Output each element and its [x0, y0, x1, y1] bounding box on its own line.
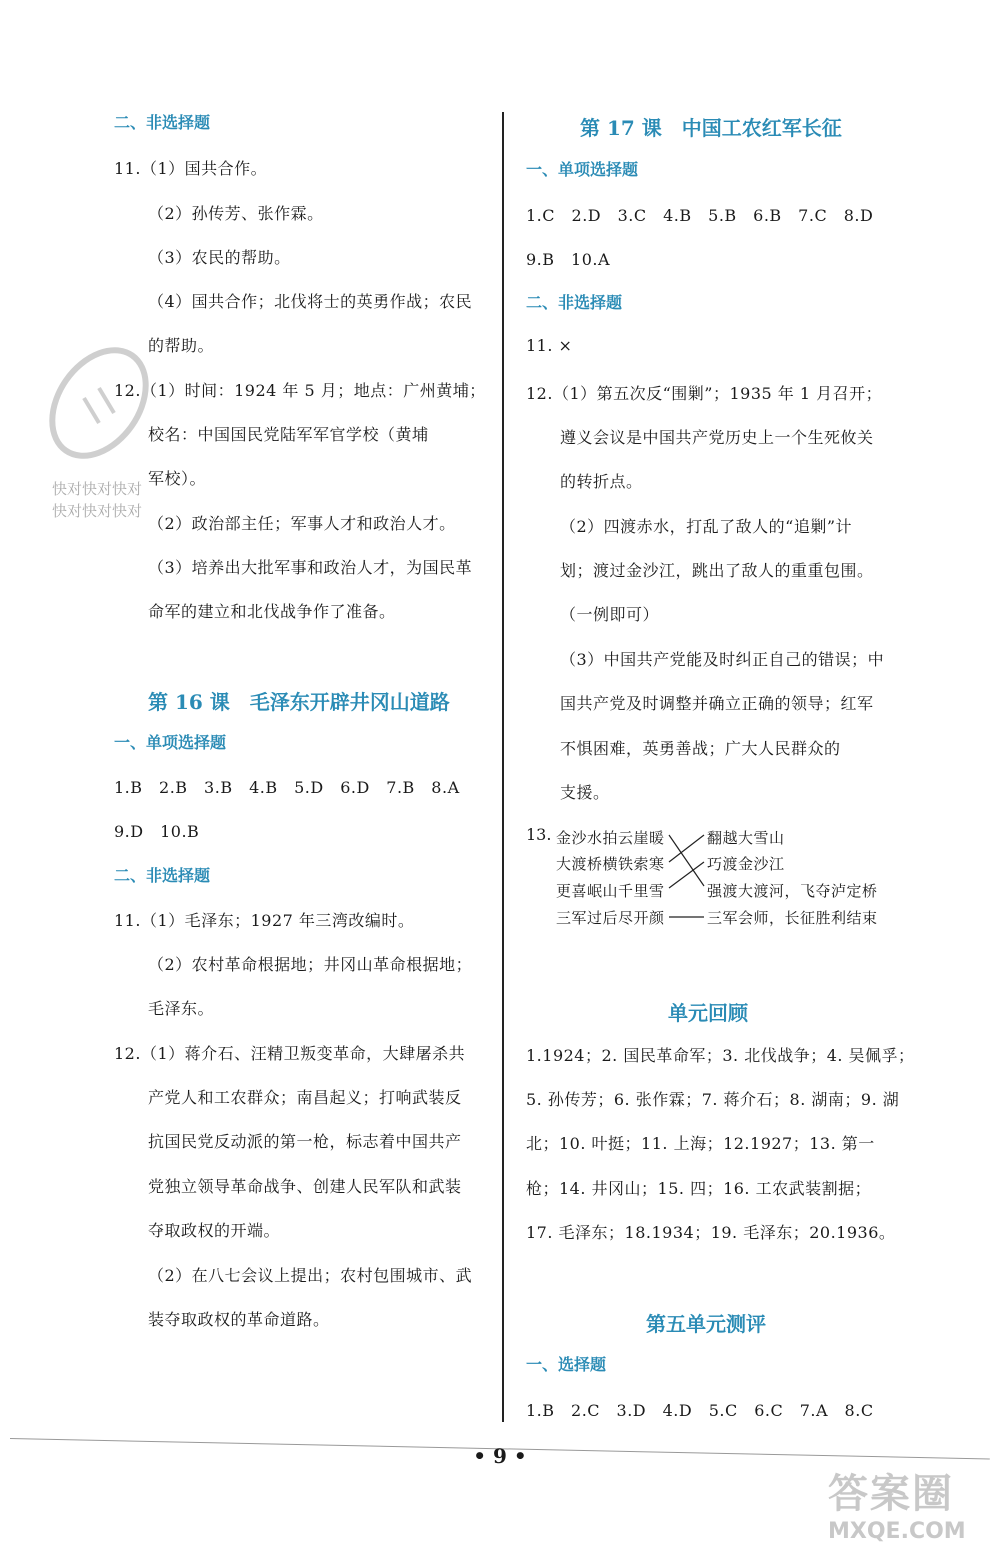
column-divider — [502, 112, 504, 1422]
section-heading: 二、非选择题 — [114, 866, 211, 885]
answer-line: 枪；14. 井冈山；15. 四；16. 工农武装割据； — [526, 1179, 872, 1198]
answer-line: （2）政治部主任；军事人才和政治人才。 — [148, 514, 456, 533]
answer-line: 装夺取政权的革命道路。 — [148, 1310, 330, 1329]
answer-line: （2）四渡赤水，打乱了敌人的“追剿”计 — [560, 517, 853, 536]
question-number: 13. — [526, 825, 552, 844]
answer-line: 夺取政权的开端。 — [148, 1221, 281, 1240]
answer-line: 5. 孙传芳；6. 张作霖；7. 蒋介石；8. 湖南；9. 湖 — [526, 1090, 900, 1109]
page-number: • 9 • — [473, 1444, 527, 1468]
answer-line: 1.C 2.D 3.C 4.B 5.B 6.B 7.C 8.D — [526, 206, 874, 225]
section-heading: 二、非选择题 — [114, 113, 211, 132]
answer-line: 12.（1）第五次反“围剿”；1935 年 1 月召开； — [526, 384, 883, 403]
answer-line: 支援。 — [560, 783, 610, 802]
poem-line: 大渡桥横铁索寒 — [556, 855, 665, 873]
event-line: 翻越大雪山 — [707, 829, 785, 847]
event-line: 三军会师，长征胜利结束 — [707, 909, 878, 927]
answer-line: （3）农民的帮助。 — [148, 248, 291, 267]
lesson-title: 第 16 课 毛泽东开辟井冈山道路 — [148, 690, 450, 714]
answer-line: 毛泽东。 — [148, 999, 215, 1018]
section-title: 单元回顾 — [668, 1001, 748, 1025]
watermark-text: 快对快对快对 — [52, 480, 143, 498]
answer-line: 划；渡过金沙江，跳出了敌人的重重包围。 — [560, 561, 874, 580]
section-heading: 二、非选择题 — [526, 293, 623, 312]
answer-line: 抗国民党反动派的第一枪，标志着中国共产 — [148, 1132, 462, 1151]
watermark-url: MXQE.COM — [828, 1519, 966, 1544]
answer-line: 12.（1）蒋介石、汪精卫叛变革命，大肆屠杀共 — [114, 1044, 466, 1063]
event-line: 强渡大渡河，飞夺泸定桥 — [707, 882, 878, 900]
answer-line: 的转折点。 — [560, 472, 643, 491]
answer-line: 北；10. 叶挺；11. 上海；12.1927；13. 第一 — [526, 1134, 875, 1153]
watermark-brand: 答案圈 — [828, 1471, 954, 1517]
answer-line: 国共产党及时调整并确立正确的领导；红军 — [560, 694, 874, 713]
answer-line: 的帮助。 — [148, 336, 215, 355]
answer-line: 党独立领导革命战争、创建人民军队和武装 — [148, 1177, 462, 1196]
watermark-logo — [44, 328, 154, 468]
watermark-text: 快对快对快对 — [52, 502, 143, 520]
event-line: 巧渡金沙江 — [707, 855, 785, 873]
answer-line: （2）孙传芳、张作霖。 — [148, 204, 324, 223]
answer-line: 12.（1）时间：1924 年 5 月；地点：广州黄埔； — [114, 381, 486, 400]
matching-lines — [524, 820, 714, 930]
answer-line: 军校）。 — [148, 469, 207, 488]
answer-line: （2）在八七会议上提出；农村包围城市、武 — [148, 1266, 473, 1285]
answer-line: 校名：中国国民党陆军军官学校（黄埔 — [148, 425, 429, 444]
answer-line: 不惧困难，英勇善战；广大人民群众的 — [560, 739, 841, 758]
answer-line: 11.（1）国共合作。 — [114, 159, 268, 178]
answer-line: 11.（1）毛泽东；1927 年三湾改编时。 — [114, 911, 415, 930]
answer-line: （3）培养出大批军事和政治人才，为国民革 — [148, 558, 473, 577]
answer-line: 命军的建立和北伐战争作了准备。 — [148, 602, 396, 621]
answer-line: （2）农村革命根据地；井冈山革命根据地； — [148, 955, 473, 974]
answer-line: 1.B 2.B 3.B 4.B 5.D 6.D 7.B 8.A — [114, 778, 460, 797]
answer-line: 9.D 10.B — [114, 822, 200, 841]
answer-line: （一例即可） — [560, 605, 660, 624]
answer-line: （4）国共合作；北伐将士的英勇作战；农民 — [148, 292, 473, 311]
answer-line: 遵义会议是中国共产党历史上一个生死攸关 — [560, 428, 874, 447]
answer-line: 11. × — [526, 336, 573, 355]
section-heading: 一、单项选择题 — [114, 733, 227, 752]
poem-line: 金沙水拍云崖暖 — [556, 829, 665, 847]
answer-line: 17. 毛泽东；18.1934；19. 毛泽东；20.1936。 — [526, 1223, 896, 1242]
answer-line: 产党人和工农群众；南昌起义；打响武装反 — [148, 1088, 462, 1107]
answer-line: 9.B 10.A — [526, 250, 611, 269]
poem-line: 更喜岷山千里雪 — [556, 882, 665, 900]
section-heading: 一、单项选择题 — [526, 160, 639, 179]
answer-line: 1.B 2.C 3.D 4.D 5.C 6.C 7.A 8.C — [526, 1401, 874, 1420]
lesson-title: 第 17 课 中国工农红军长征 — [580, 116, 842, 140]
answer-line: 1.1924；2. 国民革命军；3. 北伐战争；4. 吴佩孚； — [526, 1046, 915, 1065]
section-heading: 一、选择题 — [526, 1355, 607, 1374]
answer-line: （3）中国共产党能及时纠正自己的错误；中 — [560, 650, 885, 669]
section-title: 第五单元测评 — [646, 1312, 766, 1336]
poem-line: 三军过后尽开颜 — [556, 909, 665, 927]
